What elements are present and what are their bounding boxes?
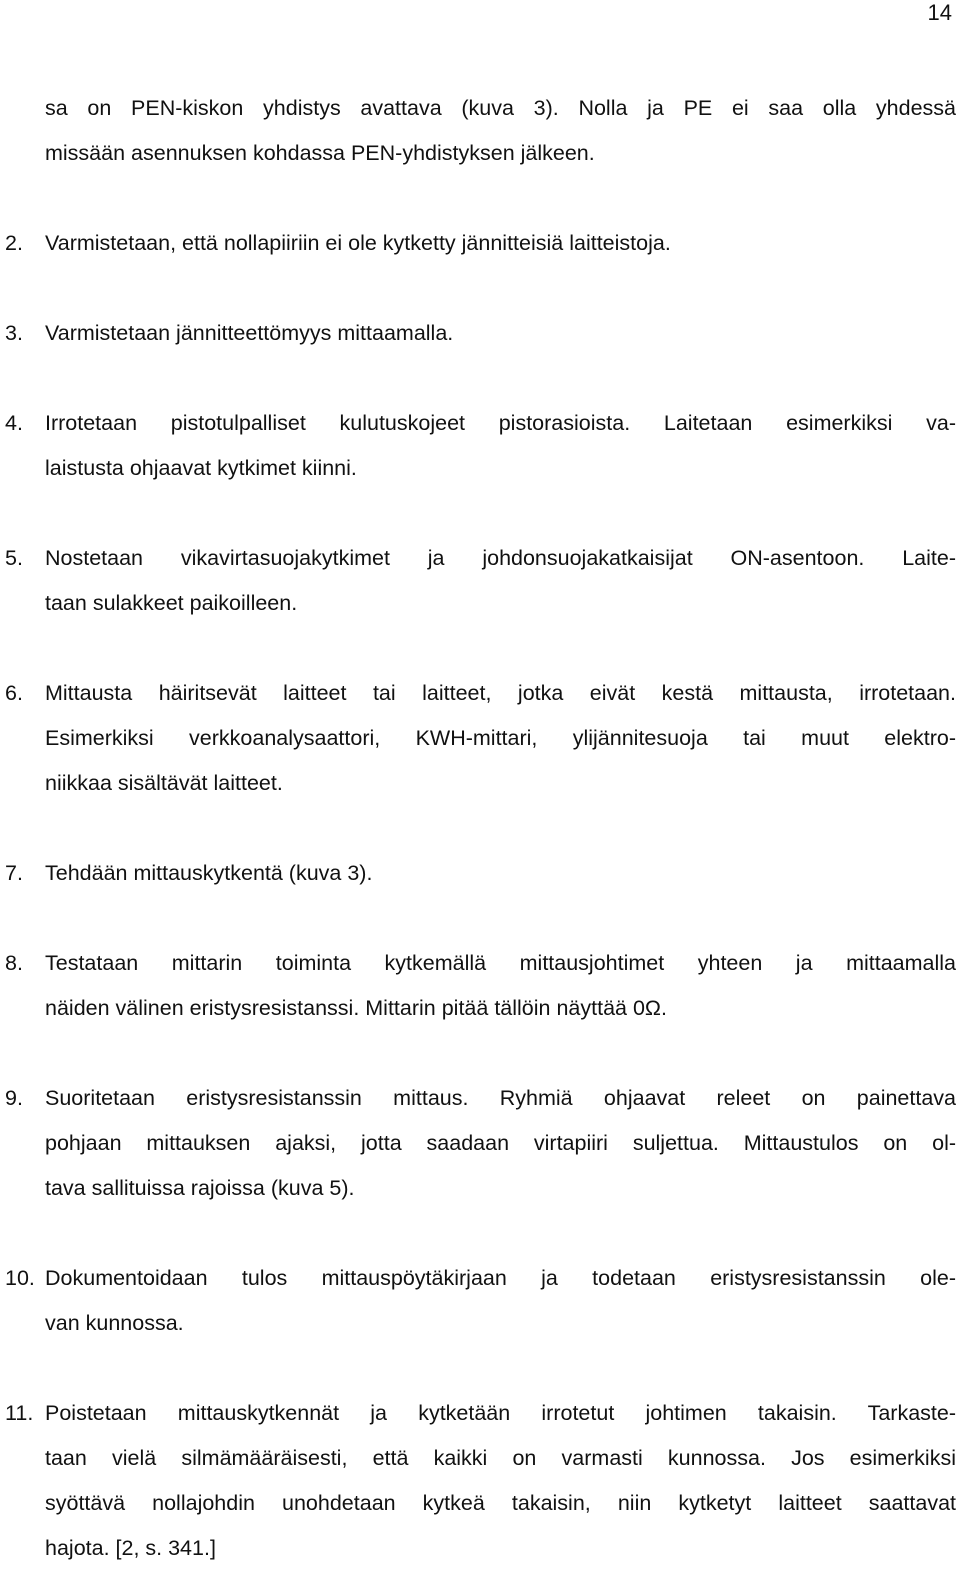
list-item-6 (0, 671, 956, 806)
item-line: Varmistetaan, että nollapiiriin ei ole kytketty jännitteisiä laitteistoja. (45, 231, 671, 255)
item-line: Mittausta häiritsevät laitteet tai laitteet, jotka eivät kestä mittausta, irrotetaan. (45, 681, 956, 705)
item-number: 3. (5, 321, 23, 345)
paragraph-line: missään asennuksen kohdassa PEN-yhdistyksen jälkeen. (45, 141, 595, 165)
intro-paragraph (0, 86, 956, 176)
list-item-2 (0, 221, 956, 266)
item-number: 4. (5, 411, 23, 435)
list-item-11 (0, 1391, 956, 1571)
item-line: niikkaa sisältävät laitteet. (45, 771, 283, 795)
item-line: hajota. [2, s. 341.] (45, 1536, 216, 1560)
item-line: Testataan mittarin toiminta kytkemällä mittausjohtimet yhteen ja mittaamalla (45, 951, 956, 975)
item-line: syöttävä nollajohdin unohdetaan kytkeä takaisin, niin kytketyt laitteet saattavat (45, 1491, 956, 1515)
item-line: Irrotetaan pistotulpalliset kulutuskojeet pistorasioista. Laitetaan esimerkiksi va- (45, 411, 956, 435)
document-body (0, 86, 956, 1571)
item-line: taan vielä silmämääräisesti, että kaikki on varmasti kunnossa. Jos esimerkiksi (45, 1446, 956, 1470)
item-number: 2. (5, 231, 23, 255)
item-line: taan sulakkeet paikoilleen. (45, 591, 298, 615)
list-item-4 (0, 401, 956, 491)
item-number: 6. (5, 681, 23, 705)
page-number: 14 (927, 0, 952, 25)
item-line: van kunnossa. (45, 1311, 184, 1335)
item-number: 7. (5, 861, 23, 885)
list-item-10 (0, 1256, 956, 1346)
item-number: 9. (5, 1086, 23, 1110)
item-line: Nostetaan vikavirtasuojakytkimet ja johdonsuojakatkaisijat ON-asentoon. Laite- (45, 546, 956, 570)
list-item-7 (0, 851, 956, 896)
item-number: 11. (5, 1401, 34, 1425)
item-line: tava sallituissa rajoissa (kuva 5). (45, 1176, 355, 1200)
list-item-9 (0, 1076, 956, 1211)
item-line: Esimerkiksi verkkoanalysaattori, KWH-mittari, ylijännitesuoja tai muut elektro- (45, 726, 956, 750)
item-line: Varmistetaan jännitteettömyys mittaamalla. (45, 321, 454, 345)
item-line: laistusta ohjaavat kytkimet kiinni. (45, 456, 357, 480)
paragraph-line: sa on PEN-kiskon yhdistys avattava (kuva 3). Nolla ja PE ei saa olla yhdessä (45, 96, 956, 120)
list-item-5 (0, 536, 956, 626)
item-line: Dokumentoidaan tulos mittauspöytäkirjaan ja todetaan eristysresistanssin ole- (45, 1266, 956, 1290)
list-item-8 (0, 941, 956, 1031)
item-number: 5. (5, 546, 23, 570)
item-line: näiden välinen eristysresistanssi. Mittarin pitää tällöin näyttää 0Ω. (45, 996, 667, 1020)
item-line: pohjaan mittauksen ajaksi, jotta saadaan virtapiiri suljettua. Mittaustulos on ol- (45, 1131, 956, 1155)
item-line: Suoritetaan eristysresistanssin mittaus. Ryhmiä ohjaavat releet on painettava (45, 1086, 956, 1110)
item-line: Poistetaan mittauskytkennät ja kytketään irrotetut johtimen takaisin. Tarkaste- (45, 1401, 956, 1425)
item-number: 8. (5, 951, 23, 975)
item-line: Tehdään mittauskytkentä (kuva 3). (45, 861, 373, 885)
list-item-3 (0, 311, 956, 356)
item-number: 10. (5, 1266, 35, 1290)
